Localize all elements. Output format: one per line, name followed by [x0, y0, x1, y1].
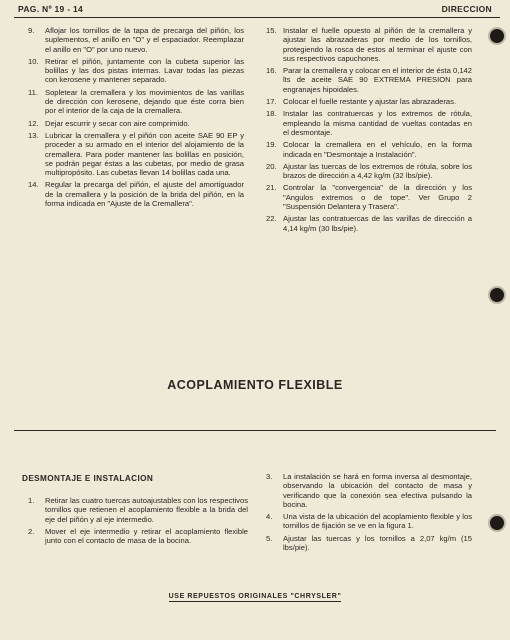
step-item: 10. Retirar el piñón, juntamente con la cubeta superior las bolillas y las dos pistas internas. Lavar todas las piezas con kerosene y mantener separado. [28, 56, 244, 85]
section-name: DIRECCION [441, 4, 492, 14]
step-item: 19. Colocar la cremallera en el vehículo, en la forma indicada en "Desmontaje a Instalación". [266, 140, 472, 159]
step-item: 12. Dejar escurrir y secar con aire comprimido. [28, 118, 190, 128]
footer-note [0, 593, 510, 600]
section-title: ACOPLAMIENTO FLEXIBLE [167, 378, 343, 392]
section-rule [14, 430, 496, 431]
steps-right-column [266, 26, 472, 236]
step-item: 22. Ajustar las contratuercas de las varillas de dirección a 4,14 kg/m (30 lbs/pie). [266, 214, 472, 233]
footer-text: USE REPUESTOS ORIGINALES "CHRYSLER" [168, 593, 342, 600]
page-header [18, 2, 492, 16]
binder-hole [488, 27, 506, 45]
procedure-right-column [266, 472, 472, 555]
step-item: 2. Mover el eje intermedio y retirar el acoplamiento flexible junto con el contacto de masa de la bocina. [28, 526, 248, 546]
step-item: 9. Aflojar los tornillos de la tapa de precarga del piñón, los suplementos, el anillo en "O" y el espaciador. Reemplazar el anillo en "O" por uno nuevo. [28, 26, 244, 54]
step-item: 5. Ajustar las tuercas y los tornillos a 2,07 kg/m (15 lbs/pie). [266, 533, 472, 553]
step-item: 3. La instalación se hará en forma inversa al desmontaje, observando la ubicación del contacto de masa y verificando que la conexión sea efectiva pulsando la bocina. [266, 472, 472, 509]
step-item: 11. Sopletear la cremallera y los movimientos de las varillas de dirección con kerosene, dejando que éste corra bien por el interior de la caja de la cremallera. [28, 87, 244, 116]
procedure-left-column [28, 496, 248, 548]
step-item: 21. Controlar la "convergencia" de la dirección y los "Angulos extremos o de tope". Ver Grupo 2 "Suspensión Delantera y Trasera". [266, 183, 472, 212]
step-item: 20. Ajustar las tuercas de los extremos de rótula, sobre los brazos de dirección a 4,42 kg/m (32 lbs/pie). [266, 161, 472, 181]
binder-hole [488, 514, 506, 532]
steps-left-column [28, 26, 244, 211]
step-item: 13. Lubricar la cremallera y el piñón con aceite SAE 90 EP y proceder a su armado en el interior del alojamiento de la cremallera. Para poder mantener las bolillas en posición, se podrán pegar éstas a las cubetas, por medio de grasa multipropósito. Las cubetas llevan 14 bolillas cada una. [28, 130, 244, 178]
step-item: 18. Instalar las contratuercas y los extremos de rótula, empleando la misma cantidad de vueltas contadas en el desmontaje. [266, 109, 472, 137]
step-item: 4. Una vista de la ubicación del acoplamiento flexible y los tornillos de fijación se ve en la figura 1. [266, 512, 472, 531]
step-item: 15. Instalar el fuelle opuesto al piñón de la cremallera y ajustar las abrazaderas por medio de los tornillos, protegiendo la rosca de estos al terminar el ajuste con sus respectivos capuchones. [266, 26, 472, 63]
subheading: DESMONTAJE E INSTALACION [22, 474, 154, 483]
step-item: 1. Retirar las cuatro tuercas autoajustables con los respectivos tornillos que retienen el acoplamiento flexible a la brida del eje del piñón y al eje intermedio. [28, 496, 248, 524]
binder-hole [488, 286, 506, 304]
header-rule [14, 17, 500, 18]
page-number: PAG. Nº 19 - 14 [18, 4, 84, 14]
step-item: 16. Parar la cremallera y colocar en el interior de ésta 0,142 lts de aceite SAE 90 EXTREMA PRESION para engranajes hipoidales. [266, 66, 472, 94]
step-item: 17. Colocar el fuelle restante y ajustar las abrazaderas. [266, 97, 457, 107]
step-item: 14. Regular la precarga del piñón, el ajuste del amortiguador de la cremallera y la posición de la brida del piñón, en la forma indicada en "Ajuste de la Cremallera". [28, 180, 244, 209]
